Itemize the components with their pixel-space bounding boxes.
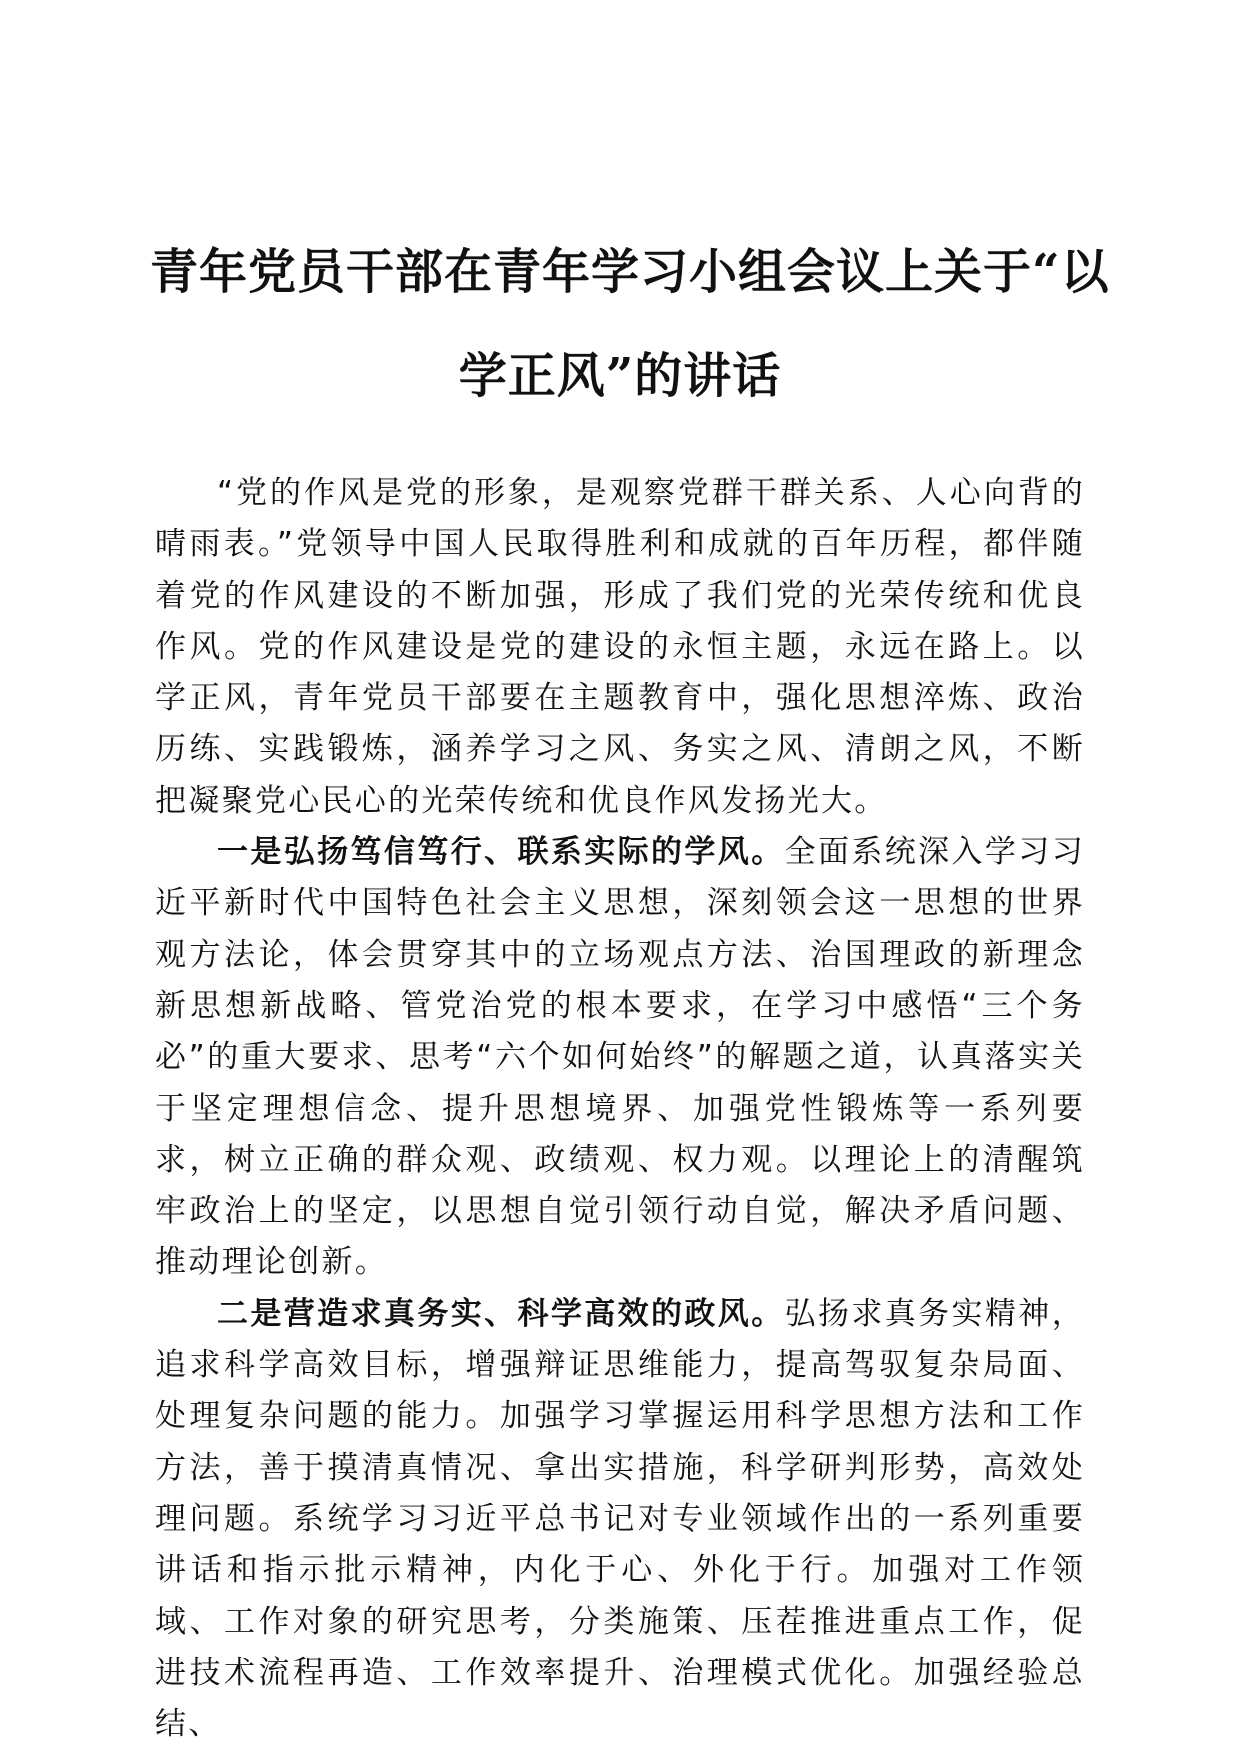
document-body [155, 468, 1085, 1750]
paragraph-lead-heading: 二是营造求真务实、科学高效的政风。 [217, 1295, 785, 1332]
paragraph-text: “党的作风是党的形象，是观察党群干群关系、人心向背的晴雨表。”党领导中国人民取得胜利和成就的百年历程，都伴随着党的作风建设的不断加强，形成了我们党的光荣传统和优良作风。党的作风建设是党的建设的永恒主题，永远在路上。以学正风，青年党员干部要在主题教育中，强化思想淬炼、政治历练、实践锻炼，涵养学习之风、务实之风、清朗之风，不断把凝聚党心民心的光荣传统和优良作风发扬光大。 [155, 475, 1085, 819]
title-line-2: 学正风”的讲话 [458, 348, 782, 404]
paragraph-lead-heading: 一是弘扬笃信笃行、联系实际的学风。 [217, 834, 785, 871]
paragraph-governance-style [155, 1289, 1085, 1751]
paragraph-text: 全面系统深入学习习近平新时代中国特色社会主义思想，深刻领会这一思想的世界观方法论，体会贯穿其中的立场观点方法、治国理政的新理念新思想新战略、管党治党的根本要求，在学习中感悟“三个务必”的重大要求、思考“六个如何始终”的解题之道，认真落实关于坚定理想信念、提升思想境界、加强党性锻炼等一系列要求，树立正确的群众观、政绩观、权力观。以理论上的清醒筑牢政治上的坚定，以思想自觉引领行动自觉，解决矛盾问题、推动理论创新。 [155, 834, 1085, 1281]
paragraph-study-style [155, 827, 1085, 1289]
document-title [150, 220, 1110, 428]
paragraph-intro [155, 468, 1085, 827]
paragraph-text: 弘扬求真务实精神，追求科学高效目标，增强辩证思维能力，提高驾驭复杂局面、处理复杂问题的能力。加强学习掌握运用科学思想方法和工作方法，善于摸清真情况、拿出实措施，科学研判形势，高效处理问题。系统学习习近平总书记对专业领域作出的一系列重要讲话和指示批示精神，内化于心、外化于行。加强对工作领域、工作对象的研究思考，分类施策、压茬推进重点工作，促进技术流程再造、工作效率提升、治理模式优化。加强经验总结、 [155, 1295, 1085, 1743]
title-line-1: 青年党员干部在青年学习小组会议上关于“以 [150, 244, 1110, 300]
